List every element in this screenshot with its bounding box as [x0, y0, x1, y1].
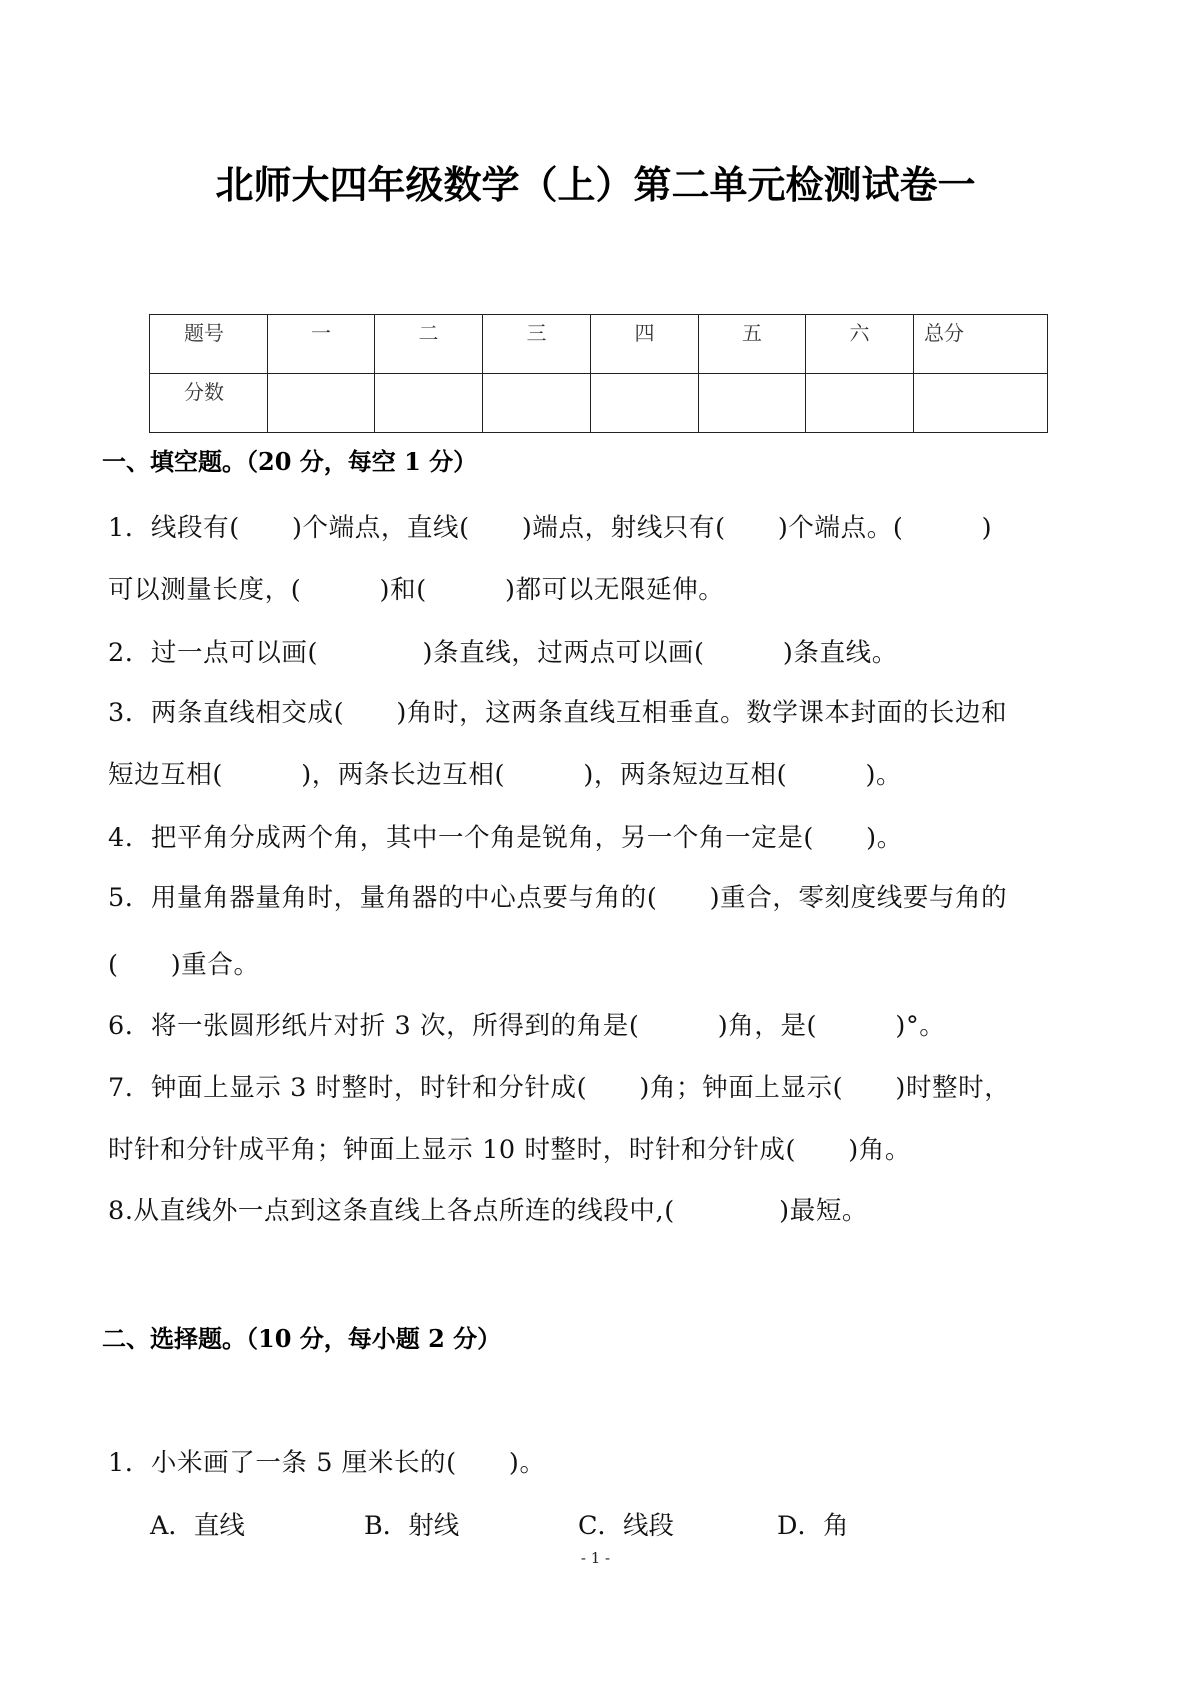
choice-q1-option-b: B．射线 — [364, 1511, 460, 1541]
score-table-header-row — [150, 315, 1048, 374]
choice-q1-option-a: A．直线 — [150, 1511, 245, 1541]
score-cell-2[interactable] — [375, 374, 483, 433]
score-table-label-score: 分数 — [150, 374, 268, 433]
score-cell-3[interactable] — [483, 374, 591, 433]
score-table-label-question-number: 题号 — [150, 315, 268, 374]
choice-q1-option-c: C．线段 — [578, 1511, 675, 1541]
score-cell-5[interactable] — [699, 374, 806, 433]
score-cell-4[interactable] — [591, 374, 699, 433]
q3-line-1: 3．两条直线相交成( )角时，这两条直线互相垂直。数学课本封面的长边和 — [108, 698, 1008, 728]
score-cell-6[interactable] — [806, 374, 914, 433]
q5-line-2: ( )重合。 — [108, 950, 260, 980]
score-table-col-4: 四 — [591, 315, 699, 374]
score-table-col-total: 总分 — [914, 315, 1048, 374]
score-cell-total[interactable] — [914, 374, 1048, 433]
q2-line: 2．过一点可以画( )条直线，过两点可以画( )条直线。 — [108, 638, 898, 668]
q4-line: 4．把平角分成两个角，其中一个角是锐角，另一个角一定是( )。 — [108, 823, 903, 853]
q7-line-2: 时针和分针成平角；钟面上显示 10 时整时，时针和分针成( )角。 — [108, 1135, 911, 1165]
section1-heading: 一、填空题。（20 分，每空 1 分） — [102, 447, 478, 476]
q1-line-1: 1．线段有( )个端点，直线( )端点，射线只有( )个端点。( ) — [108, 513, 993, 543]
q1-line-2: 可以测量长度，( )和( )都可以无限延伸。 — [108, 575, 725, 605]
page-title: 北师大四年级数学（上）第二单元检测试卷一 — [215, 163, 976, 207]
q7-line-1: 7．钟面上显示 3 时整时，时针和分针成( )角；钟面上显示( )时整时， — [108, 1073, 1011, 1103]
score-table-col-3: 三 — [483, 315, 591, 374]
score-table — [149, 314, 1048, 433]
choice-q1-option-d: D．角 — [777, 1511, 849, 1541]
section2-heading: 二、选择题。（10 分，每小题 2 分） — [102, 1324, 502, 1353]
score-cell-1[interactable] — [268, 374, 375, 433]
score-table-col-5: 五 — [699, 315, 806, 374]
score-table-col-6: 六 — [806, 315, 914, 374]
score-table-score-row — [150, 374, 1048, 433]
score-table-col-2: 二 — [375, 315, 483, 374]
page-number: - 1 - — [580, 1549, 611, 1567]
q5-line-1: 5．用量角器量角时，量角器的中心点要与角的( )重合，零刻度线要与角的 — [108, 883, 1008, 913]
choice-q1-stem: 1．小米画了一条 5 厘米长的( )。 — [108, 1448, 546, 1478]
q3-line-2: 短边互相( )，两条长边互相( )，两条短边互相( )。 — [108, 760, 903, 790]
q6-line: 6．将一张圆形纸片对折 3 次，所得到的角是( )角，是( )°。 — [108, 1011, 946, 1041]
q8-line: 8.从直线外一点到这条直线上各点所连的线段中,( )最短。 — [108, 1196, 869, 1226]
score-table-col-1: 一 — [268, 315, 375, 374]
